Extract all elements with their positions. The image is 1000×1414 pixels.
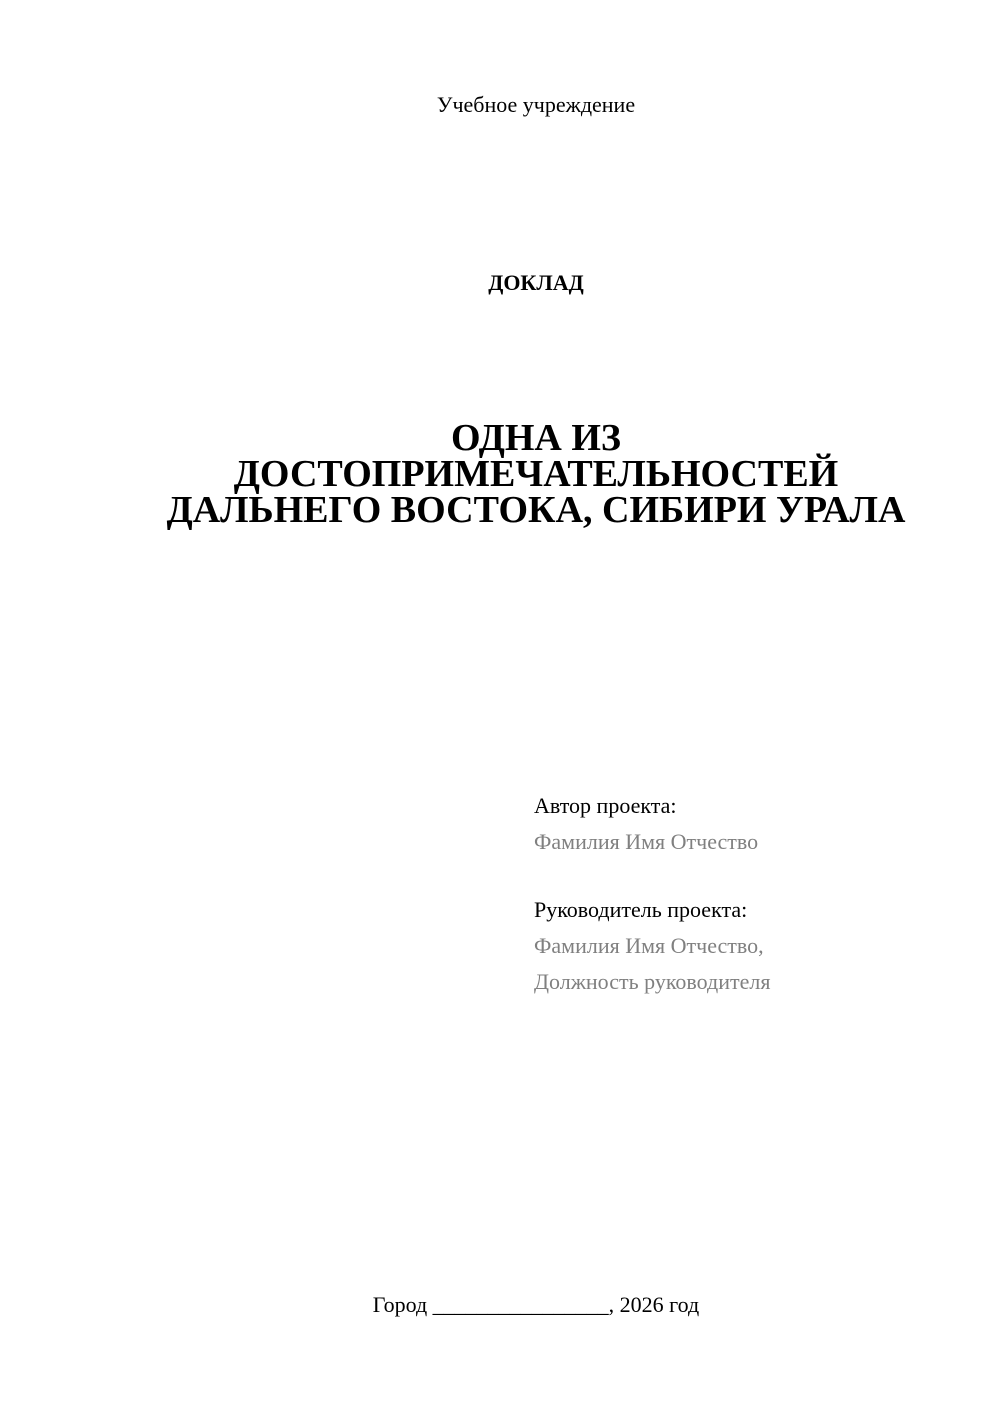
document-type: ДОКЛАД xyxy=(488,270,584,295)
document-title xyxy=(0,417,1000,531)
info-spacer xyxy=(534,860,974,892)
supervisor-position: Должность руководителя xyxy=(534,969,771,994)
city-year-line: Город ________________, 2026 год xyxy=(372,1292,700,1317)
title-line-3: ДАЛЬНЕГО ВОСТОКА, СИБИРИ УРАЛА xyxy=(166,489,906,531)
project-info-block xyxy=(534,788,974,1000)
title-line-1: ОДНА ИЗ xyxy=(451,417,621,459)
author-label: Автор проекта: xyxy=(534,793,677,818)
supervisor-label: Руководитель проекта: xyxy=(534,897,748,922)
author-name: Фамилия Имя Отчество xyxy=(534,829,759,854)
title-line-2: ДОСТОПРИМЕЧАТЕЛЬНОСТЕЙ xyxy=(233,453,839,495)
supervisor-name: Фамилия Имя Отчество, xyxy=(534,933,764,958)
institution-name: Учебное учреждение xyxy=(436,92,636,117)
